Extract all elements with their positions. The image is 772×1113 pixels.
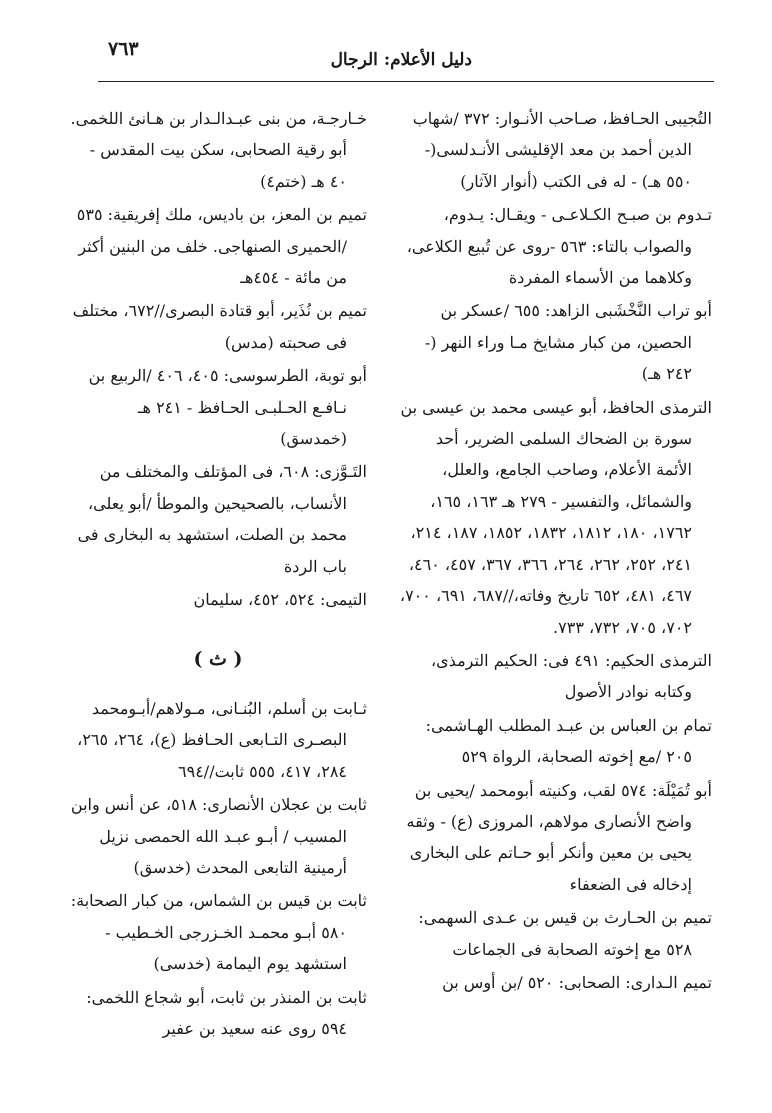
index-entry: أبو تُمَيْلَة: ٥٧٤ لقب، وكنيته أبومحمد /يحيى بن واضح الأنصارى مولاهم، المروزى (ع) - وثقه يحيى بن معين وأنكر أبو حـاتم على البخارى إدخاله فى الضعفاء <box>406 780 712 894</box>
index-entry: تمام بن العباس بن عبـد المطلب الهـاشمى: ٢٠٥ /مع إخوته الصحابة، الرواة ٥٢٩ <box>425 715 712 767</box>
index-entry: خـارجـة، من بنى عبـدالـدار بن هـانئ اللخمى. أبو رقية الصحابى، سكن بيت المقدس - ٤٠ هـ (ختم٤) <box>70 109 367 191</box>
header-rule <box>98 81 714 82</box>
index-entry: التَـوَّزى: ٦٠٨، فى المؤتلف والمختلف من الأنساب، بالصحيحين والموطأ /أبو يعلى، محمد بن الصلت، استشهد به البخارى فى باب الردة <box>77 462 367 576</box>
index-entry: تميم بن الحـارث بن قيس بن عـدى السهمى: ٥٢٨ مع إخوته الصحابة فى الجماعات <box>418 908 712 959</box>
index-entry: تميم بن المعز، بن باديس، ملك إفريقية: ٥٣٥ /الحميرى الصنهاجى. خلف من البنين أكثر من مائة - ٤٥٤هـ <box>76 205 367 288</box>
right-column <box>397 103 712 1000</box>
running-title: دليل الأعلام: الرجال <box>330 50 472 70</box>
index-entry: ثـابت بن أسلم، البُنـانى، مـولاهم/أبـومحمد البصـرى التـابعى الحـافظ (ع)، ٢٦٤، ٢٦٥، ٢٨٤، ٤١٧، ٥٥٥ ثابت//٦٩٤ <box>77 698 367 781</box>
section-heading: ( ث ) <box>193 647 243 670</box>
index-entry: ثابت بن قيس بن الشماس، من كبار الصحابة: ٥٨٠ أبـو محمـد الخـزرجى الخـطيب - استشهد يوم اليمامة (خدسى) <box>70 891 367 974</box>
index-entry: أبو تراب النَّخْشَبى الزاهد: ٦٥٥ /عسكر بن الحصين، من كبار مشايخ مـا وراء النهر (- ٢٤٢ هـ) <box>424 301 712 384</box>
index-entry: التُجيبى الحـافظ، صـاحب الأنـوار: ٣٧٢ /شهاب الدين أحمد بن معد الإقليشى الأنـدلسى(- ٥٥٠ هـ) - له فى الكتب (أنوار الآثار) <box>412 109 712 191</box>
page-number: ٧٦٣ <box>108 38 139 60</box>
index-entry: الترمذى الحافظ، أبو عيسى محمد بن عيسى بن سورة بن الضحاك السلمى الضرير، أحد الأئمة الأعلام، وصاحب الجامع، والعلل، والشمائل، والتفسير - ٢٧٩ هـ ١٦٣، ١٦٥، ١٧٦٢، ١٨٠، ١٨١٢، ١٨٣٢، ١٨٥٢، ١٨٧، ٢١٤، ٢٤١، ٢٥٢، ٢٦٢، ٢٦٤، ٣٦٦، ٣٦٧، ٤٥٧، ٤٦٠، ٤٦٧، ٤٨١، ٦٥٢ تاريخ وفاته،//٦٨٧، ٦٩١، ٧٠٠، ٧٠٢، ٧٠٥، ٧٣٢، ٧٣٣. <box>399 397 712 637</box>
index-entry: تميم الـدارى: الصحابى: ٥٢٠ /بن أوس بن <box>442 972 712 992</box>
index-entry: الترمذى الحكيم: ٤٩١ فى: الحكيم الترمذى، وكتابه نوادر الأصول <box>430 650 712 702</box>
index-entry: التيمى: ٥٢٤، ٤٥٢، سليمان <box>193 590 367 610</box>
index-entry: تميم بن نُذَير، أبو قتادة البصرى//٦٧٢، مختلف فى صحبته (مدس) <box>72 301 367 352</box>
left-column <box>69 103 367 1046</box>
index-entry: ثابت بن المنذر بن ثابت، أبو شجاع اللخمى: ٥٩٤ روى عنه سعيد بن عفير <box>86 987 367 1038</box>
index-entry: تـدوم بن صبـح الكـلاعـى - ويقـال: يـدوم، والصواب بالتاء: ٥٦٣ -روى عن تُبيع الكلاعى، وكلاهما من الأسماء المفردة <box>406 205 712 288</box>
index-entry: أبو توبة، الطرسوسى: ٤٠٥، ٤٠٦ /الربيع بن نـافـع الحـلبـى الحـافظ - ٢٤١ هـ (خمدسق) <box>88 366 367 449</box>
index-entry: ثابت بن عجلان الأنصارى: ٥١٨، عن أنس وابن المسيب / أبـو عبـد الله الحمصى نزيل أرمينية التابعى المحدث (خدسق) <box>70 795 367 877</box>
